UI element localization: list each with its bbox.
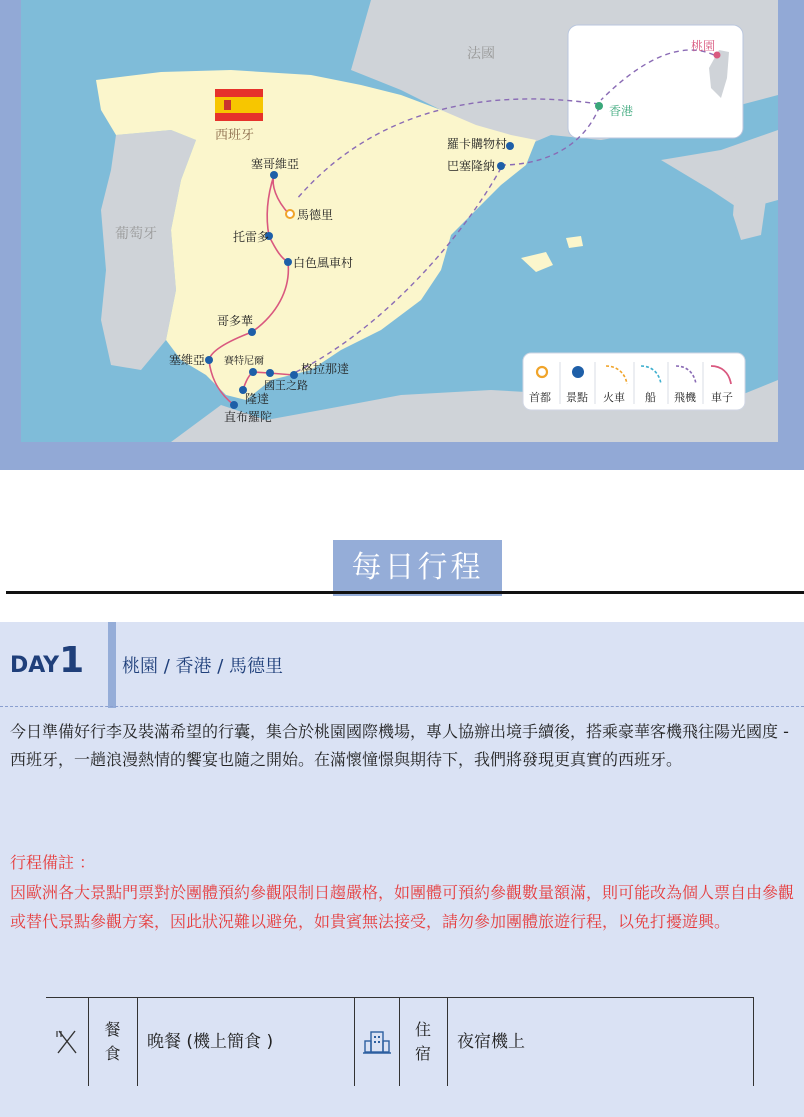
- label-setenil: 賽特尼爾: [224, 356, 264, 367]
- hotel-icon-cell: [355, 998, 400, 1086]
- label-white-village: 白色風車村: [293, 256, 354, 270]
- label-segovia: 塞哥維亞: [251, 157, 300, 171]
- day-word: DAY: [10, 653, 60, 678]
- legend-flight-label: 飛機: [674, 391, 696, 404]
- section-divider: [6, 591, 804, 594]
- utensils-icon: [55, 1029, 79, 1055]
- label-ronda: 隆達: [245, 392, 270, 406]
- hotel-value: 夜宿機上: [447, 998, 754, 1086]
- hotel-label-1: 住: [414, 1020, 431, 1039]
- notes-title: 行程備註 ：: [10, 853, 96, 872]
- notes-text: 因歐洲各大景點門票對於團體預約參觀限制日趨嚴格，如團體可預約參觀數量額滿，則可能改為個人票自由參觀或替代景點參觀方案，因此狀況難以避免，如貴賓無法接受，請勿參加團體旅遊行程，以免打擾遊興。: [10, 883, 795, 931]
- section-header: [0, 540, 804, 600]
- legend-train-label: 火車: [603, 391, 625, 404]
- day-divider: [0, 706, 804, 707]
- city-dot-granada: [290, 371, 298, 379]
- legend-capital-icon: [537, 367, 547, 377]
- route-map: [21, 0, 778, 442]
- day-header: [0, 622, 804, 708]
- map-frame: [0, 0, 804, 470]
- label-france: 法國: [467, 46, 495, 62]
- label-toledo: 托雷多: [233, 230, 270, 244]
- city-dot-setenil: [249, 368, 257, 376]
- legend-ship-label: 船: [645, 391, 656, 404]
- label-spain: 西班牙: [215, 128, 255, 143]
- legend-car-label: 車子: [711, 391, 733, 404]
- legend-attraction-label: 景點: [566, 391, 588, 404]
- city-dot-kings-path: [266, 369, 274, 377]
- label-seville: 塞維亞: [169, 353, 206, 367]
- city-dot-gibraltar: [230, 401, 238, 409]
- label-la-roca: 羅卡購物村: [447, 137, 508, 151]
- hotel-label-2: 宿: [414, 1044, 431, 1063]
- balearic-island: [566, 236, 583, 248]
- legend-attraction-icon: [572, 366, 584, 378]
- hotel-icon: [363, 1029, 391, 1055]
- city-dot-madrid: [286, 210, 294, 218]
- map-legend: [523, 353, 745, 410]
- legend-capital-label: 首都: [529, 391, 551, 404]
- meal-label-1: 餐: [104, 1020, 121, 1039]
- meal-value: 晚餐 (機上簡食 ): [137, 998, 355, 1086]
- spain-flag-icon: [215, 89, 263, 121]
- label-taoyuan: 桃園: [691, 39, 716, 53]
- label-gibraltar: 直布羅陀: [224, 410, 273, 424]
- meal-hotel-table: [46, 997, 754, 1086]
- label-barcelona: 巴塞隆納: [447, 159, 496, 173]
- label-portugal: 葡萄牙: [115, 226, 157, 242]
- label-cordoba: 哥多華: [217, 314, 254, 328]
- day-route-title: 桃園 / 香港 / 馬德里: [122, 656, 284, 677]
- label-granada: 格拉那達: [301, 362, 350, 376]
- city-dot-barcelona: [497, 162, 505, 170]
- city-dot-hongkong: [595, 102, 603, 110]
- meal-icon-cell: [46, 998, 89, 1086]
- day-badge: [10, 640, 110, 690]
- day-panel: [0, 622, 804, 1117]
- city-dot-cordoba: [248, 328, 256, 336]
- day-number: 1: [59, 640, 85, 681]
- city-dot-seville: [205, 356, 213, 364]
- label-madrid: 馬德里: [297, 208, 334, 222]
- label-kings-path: 國王之路: [264, 379, 308, 392]
- label-hongkong: 香港: [609, 104, 634, 118]
- day-accent-bar: [108, 622, 116, 708]
- city-dot-white-village: [284, 258, 292, 266]
- city-dot-la-roca: [506, 142, 514, 150]
- day-description: 今日準備好行李及裝滿希望的行囊，集合於桃園國際機場，專人協辦出境手續後，搭乘豪華客機飛往陽光國度 - 西班牙，一趟浪漫熱情的饗宴也隨之開始。在滿懷憧憬與期待下，我們將發現更真實的西班牙。: [10, 722, 789, 769]
- meal-label-cell: [88, 998, 138, 1086]
- city-dot-segovia: [270, 171, 278, 179]
- hotel-label-cell: [399, 998, 448, 1086]
- section-title: 每日行程: [333, 540, 502, 596]
- meal-label-2: 食: [104, 1044, 121, 1063]
